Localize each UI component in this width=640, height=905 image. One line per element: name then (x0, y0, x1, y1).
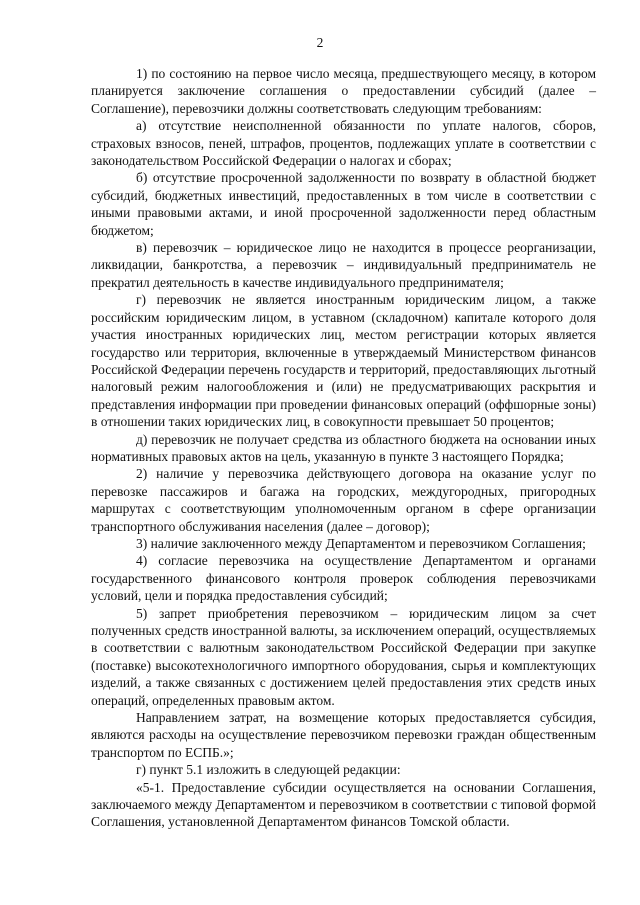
paragraph-1g: г) перевозчик не является иностранным юридическим лицом, а также российским юридическим лицом, в уставном (складочном) капитале которого доля участия иностранных юридических лиц, местом регистрации которых является государство или территория, включенные в утверждаемый Министерством финансов Российской Федерации перечень государств и территорий, предоставляющих льготный налоговый режим налогообложения и (или) не предусматривающих раскрытия и представления информации при проведении финансовых операций (оффшорные зоны) в отношении таких юридических лиц, в совокупности превышает 50 процентов; (91, 292, 596, 430)
paragraph-1a: а) отсутствие неисполненной обязанности по уплате налогов, сборов, страховых взносов, пеней, штрафов, процентов, подлежащих уплате в соответствии с законодательством Российской Федерации о налогах и сборах; (91, 118, 596, 169)
paragraph-expense-direction: Направлением затрат, на возмещение которых предоставляется субсидия, являются расходы на осуществление перевозчиком перевозки граждан общественным транспортом по ЕСПБ.»; (91, 710, 596, 760)
paragraph-1b: б) отсутствие просроченной задолженности по возврату в областной бюджет субсидий, бюджетных инвестиций, предоставленных в том числе в соответствии с иными правовыми актами, и иной просроченной задолженности перед областным бюджетом; (91, 170, 596, 238)
paragraph-4: 4) согласие перевозчика на осуществление Департаментом и органами государственного финансового контроля проверок соблюдения перевозчиками условий, цели и порядка предоставления субсидий; (91, 553, 596, 604)
paragraph-1: 1) по состоянию на первое число месяца, предшествующего месяцу, в котором планируется заключение соглашения о предоставлении субсидий (далее – Соглашение), перевозчики должны соответствовать следующим требованиям: (91, 66, 596, 116)
paragraph-3: 3) наличие заключенного между Департаментом и перевозчиком Соглашения; (136, 535, 586, 551)
paragraph-5-1: «5-1. Предоставление субсидии осуществляется на основании Соглашения, заключаемого между Департаментом и перевозчиком в соответствии с типовой формой Соглашения, установленной Департаментом финансов Томской области. (91, 779, 596, 830)
paragraph-5: 5) запрет приобретения перевозчиком – юридическим лицом за счет полученных средств иностранной валюты, за исключением операций, осуществляемых в соответствии с валютным законодательством Российской Федерации при закупке (поставке) высокотехнологичного импортного оборудования, сырья и комплектующих изделий, а также связанных с достижением целей предоставления этих средств иных операций, определенных правовым актом. (91, 605, 596, 708)
page-number: 2 (316, 35, 324, 50)
paragraph-1d: д) перевозчик не получает средства из областного бюджета на основании иных нормативных правовых актов на цель, указанную в пункте 3 настоящего Порядка; (91, 431, 596, 464)
document-body (91, 65, 596, 831)
paragraph-2: 2) наличие у перевозчика действующего договора на оказание услуг по перевозке пассажиров и багажа на городских, междугородных, пригородных маршрутах с соответствующим уполномоченным органом в сфере организации транспортного обслуживания населения (далее – договор); (91, 466, 596, 534)
paragraph-1v: в) перевозчик – юридическое лицо не находится в процессе реорганизации, ликвидации, банкротства, а перевозчик – индивидуальный предприниматель не прекратил деятельность в качестве индивидуального предпринимателя; (91, 240, 596, 290)
paragraph-item-g: г) пункт 5.1 изложить в следующей редакции: (136, 762, 401, 778)
